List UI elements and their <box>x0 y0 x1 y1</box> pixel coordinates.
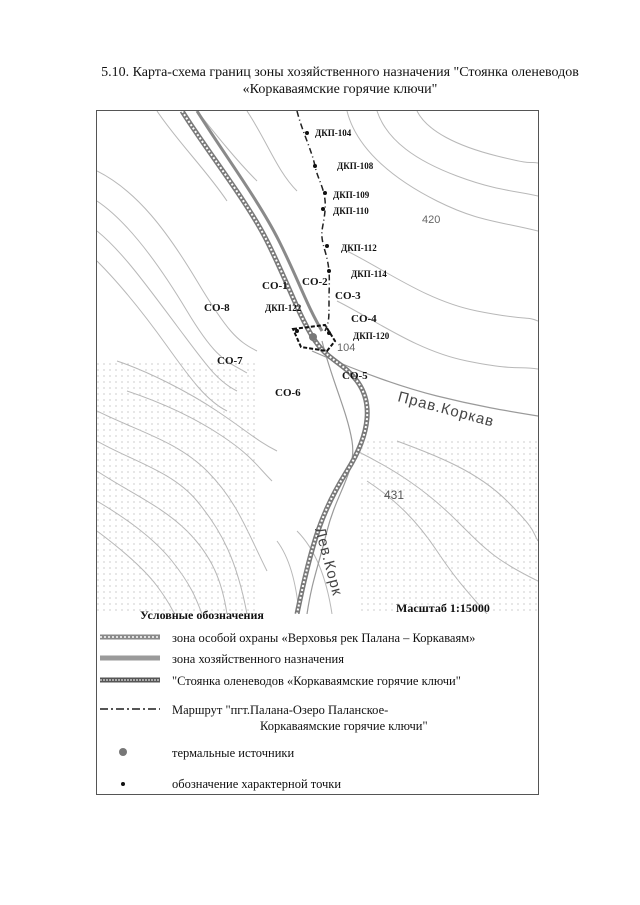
point-dkp-110[interactable] <box>321 207 325 211</box>
terrain-dots-right <box>357 441 538 614</box>
page-title <box>60 64 620 98</box>
legend-item-route <box>100 702 530 738</box>
label-dkp-109: ДКП-109 <box>333 190 370 200</box>
label-so-3: СО-3 <box>335 290 361 302</box>
title-line-1: 5.10. Карта-схема границ зоны хозяйственного назначения "Стоянка оленеводов <box>101 65 579 80</box>
point-dkp-122[interactable] <box>295 329 299 333</box>
label-so-4: СО-4 <box>351 313 377 325</box>
dash-dot-line-icon <box>100 702 160 720</box>
point-dkp-114[interactable] <box>327 269 331 273</box>
label-dkp-110: ДКП-110 <box>333 206 369 216</box>
thermal-spring-icon <box>309 333 317 341</box>
map-svg <box>97 111 538 614</box>
point-dkp-112[interactable] <box>325 244 329 248</box>
legend-text-thermal: термальные источники <box>172 746 295 760</box>
legend-text-deer-camp: "Стоянка оленеводов «Коркаваямские горячие ключи" <box>172 674 461 688</box>
label-dkp-122: ДКП-122 <box>265 303 302 313</box>
point-dot-icon <box>100 776 160 794</box>
label-dkp-120: ДКП-120 <box>353 331 390 341</box>
legend-text-route-1: Маршрут "пгт.Палана-Озеро Паланское- <box>172 703 389 717</box>
legend-text-point: обозначение характерной точки <box>172 777 342 791</box>
double-line-icon <box>100 651 160 669</box>
river-label-prav-korkav: Прав.Коркав <box>395 388 497 431</box>
label-so-8: СО-8 <box>204 302 230 314</box>
river-label-lev-kork: Лев.Корк <box>311 525 346 598</box>
legend-item-point <box>100 776 530 794</box>
legend-item-deer-camp <box>100 673 530 691</box>
thick-hatched-line-icon <box>100 673 160 691</box>
label-dkp-108: ДКП-108 <box>337 161 374 171</box>
legend-text-protected-zone: зона особой охраны «Верховья рек Палана – Коркаваям» <box>172 631 476 645</box>
hatched-line-icon <box>100 630 160 648</box>
label-dkp-114: ДКП-114 <box>351 269 387 279</box>
legend-text-route-2: Коркаваямские горячие ключи" <box>260 719 428 733</box>
point-dkp-120[interactable] <box>327 331 331 335</box>
label-so-2: СО-2 <box>302 276 328 288</box>
point-dkp-109[interactable] <box>323 191 327 195</box>
elevation-104: 104 <box>337 342 356 354</box>
label-dkp-112: ДКП-112 <box>341 243 377 253</box>
label-dkp-104: ДКП-104 <box>315 128 352 138</box>
legend-item-economic-zone <box>100 651 530 669</box>
thermal-spring-icon <box>100 745 160 763</box>
point-dkp-108[interactable] <box>313 164 317 168</box>
elevation-420: 420 <box>422 214 441 226</box>
point-dkp-104[interactable] <box>305 131 309 135</box>
label-so-1: СО-1 <box>262 280 288 292</box>
label-so-5: СО-5 <box>342 370 368 382</box>
legend-item-protected-zone <box>100 630 530 648</box>
label-so-7: СО-7 <box>217 355 243 367</box>
legend-item-thermal <box>100 745 530 763</box>
label-so-6: СО-6 <box>275 387 301 399</box>
title-line-2: «Коркаваямские горячие ключи" <box>242 82 438 97</box>
map-scale: Масштаб 1:15000 <box>396 601 490 615</box>
map-area[interactable] <box>97 111 538 614</box>
legend-title: Условные обозначения <box>140 608 264 622</box>
route-line <box>297 111 329 331</box>
terrain-dots-left <box>97 361 257 614</box>
elevation-431: 431 <box>384 488 405 502</box>
legend-text-economic-zone: зона хозяйственного назначения <box>172 652 344 666</box>
